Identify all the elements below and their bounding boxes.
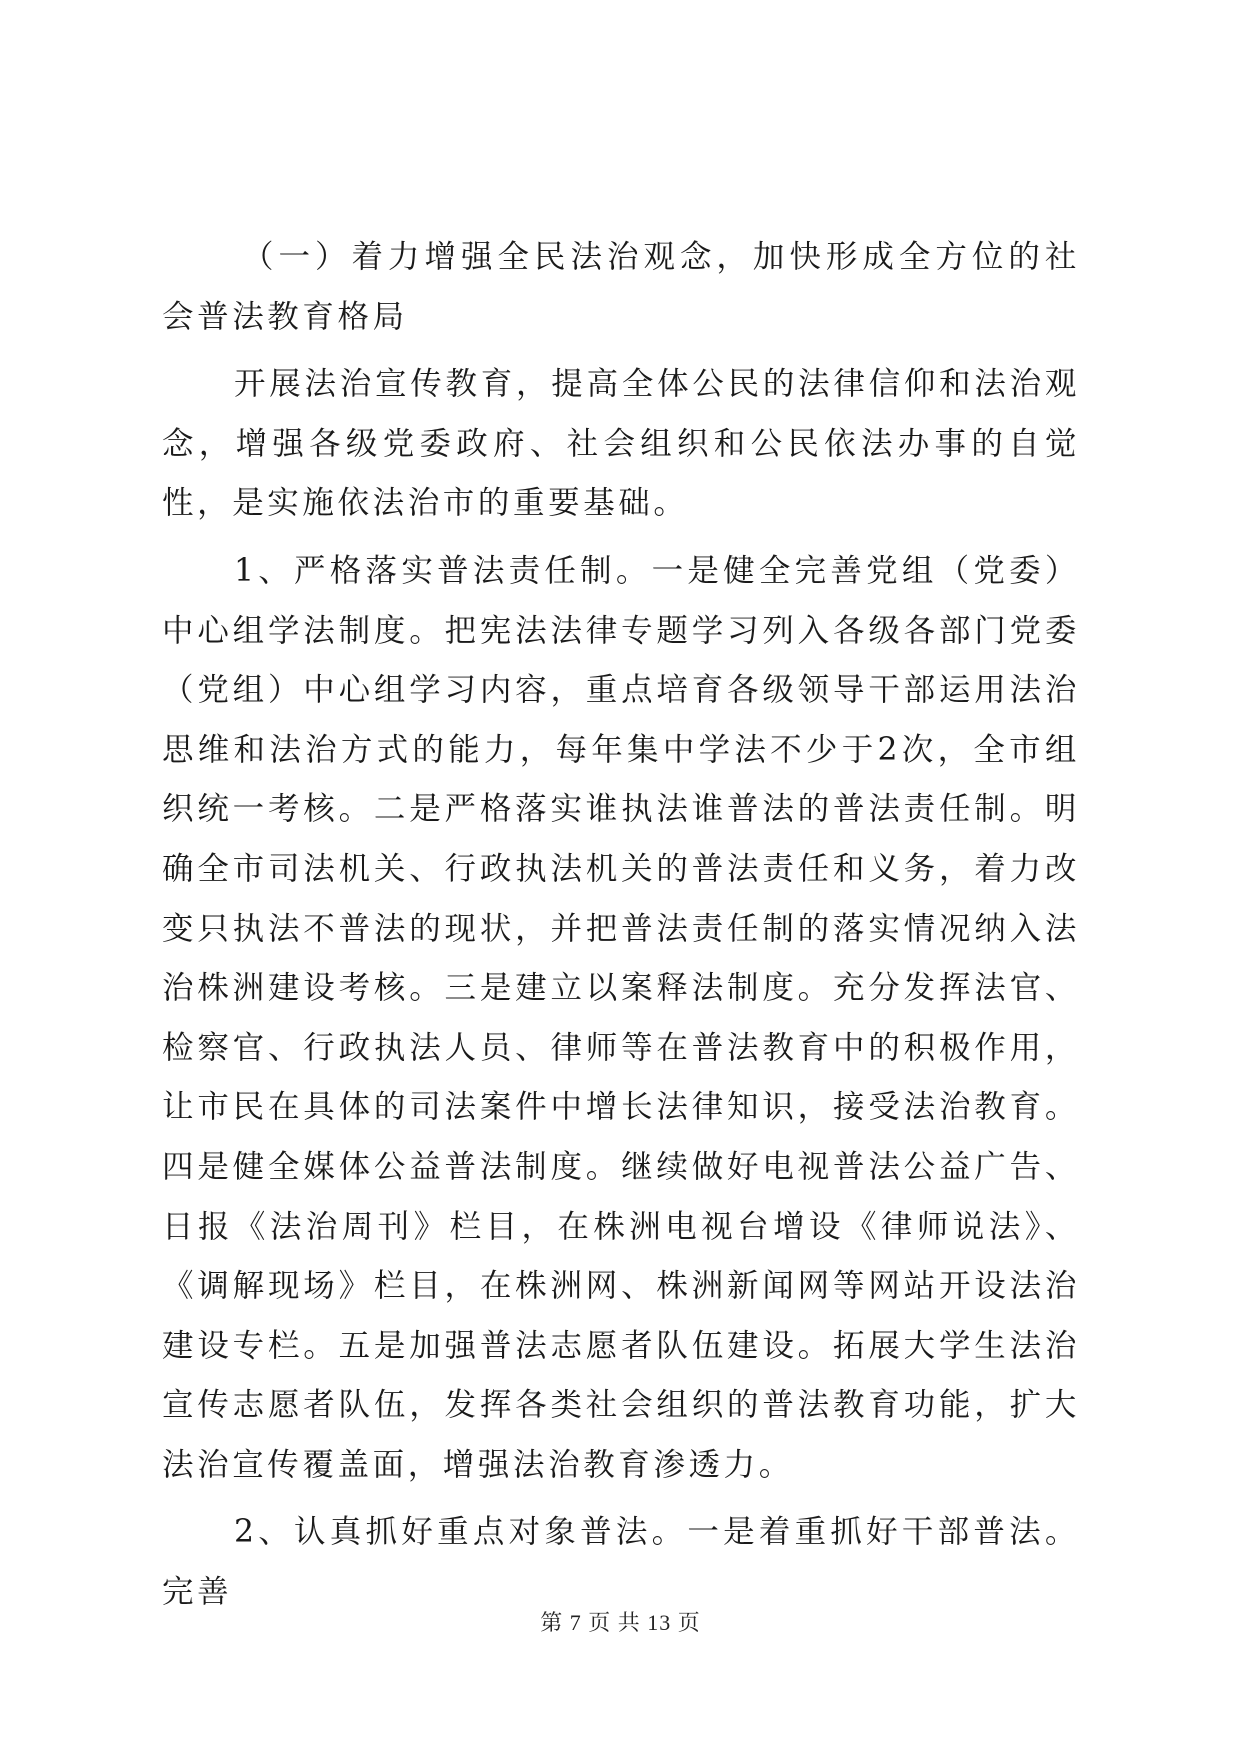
paragraph-item-2: 2、认真抓好重点对象普法。一是着重抓好干部普法。完善 bbox=[162, 1514, 1080, 1611]
paragraph-intro: 开展法治宣传教育，提高全体公民的法律信仰和法治观念，增强各级党委政府、社会组织和公民依法办事的自觉性，是实施依法治市的重要基础。 bbox=[162, 366, 1080, 522]
document-body bbox=[162, 228, 1080, 1631]
paragraph-item-1: 1、严格落实普法责任制。一是健全完善党组（党委）中心组学法制度。把宪法法律专题学习列入各级各部门党委（党组）中心组学习内容，重点培育各级领导干部运用法治思维和法治方式的能力，每年集中学法不少于2次，全市组织统一考核。二是严格落实谁执法谁普法的普法责任制。明确全市司法机关、行政执法机关的普法责任和义务，着力改变只执法不普法的现状，并把普法责任制的落实情况纳入法治株洲建设考核。三是建立以案释法制度。充分发挥法官、检察官、行政执法人员、律师等在普法教育中的积极作用，让市民在具体的司法案件中增长法律知识，接受法治教育。四是健全媒体公益普法制度。继续做好电视普法公益广告、日报《法治周刊》栏目，在株洲电视台增设《律师说法》、《调解现场》栏目，在株洲网、株洲新闻网等网站开设法治建设专栏。五是加强普法志愿者队伍建设。拓展大学生法治宣传志愿者队伍，发挥各类社会组织的普法教育功能，扩大法治宣传覆盖面，增强法治教育渗透力。 bbox=[162, 552, 1080, 1483]
page-number-footer: 第 7 页 共 13 页 bbox=[540, 1610, 701, 1635]
section-heading: （一）着力增强全民法治观念，加快形成全方位的社会普法教育格局 bbox=[162, 239, 1080, 335]
